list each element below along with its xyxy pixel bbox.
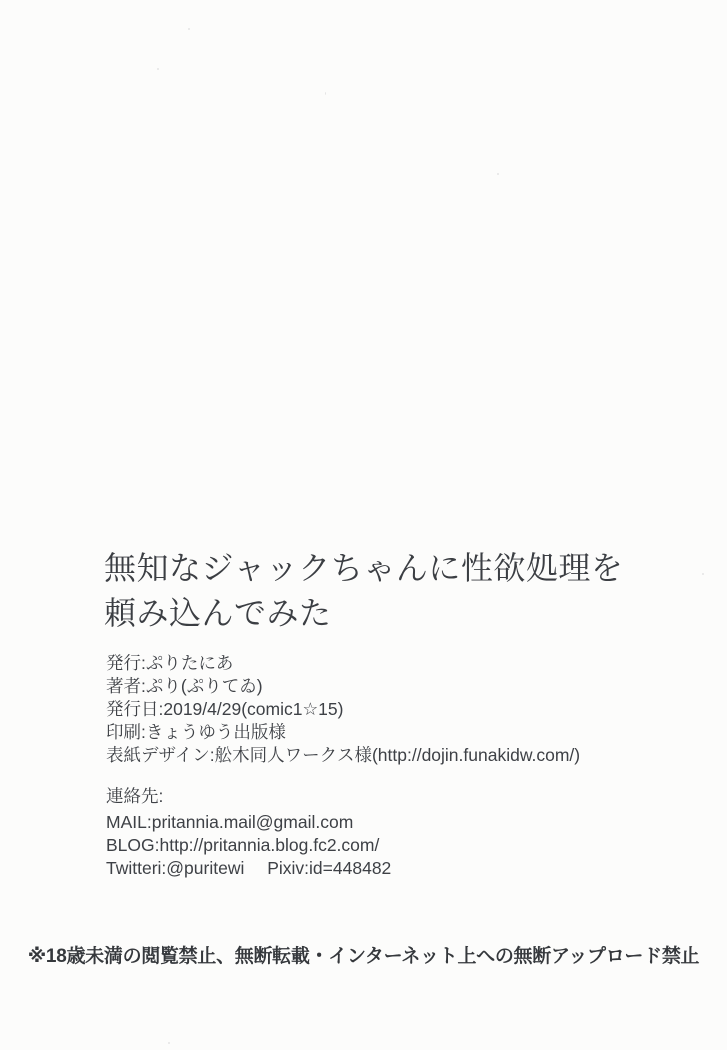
contact-block (106, 785, 391, 880)
scan-speck (325, 92, 326, 95)
credit-publisher: 発行:ぷりたにあ (106, 653, 234, 673)
scan-speck (157, 68, 159, 70)
credit-author: 著者:ぷり(ぷりてゐ) (106, 676, 263, 696)
book-title-line2: 頼み込んでみた (104, 595, 332, 631)
contact-mail: MAIL:pritannia.mail@gmail.com (106, 812, 354, 832)
book-title (104, 546, 623, 636)
contact-pixiv: Pixiv:id=448482 (267, 858, 392, 878)
scan-speck (188, 28, 190, 30)
contact-blog: BLOG:http://pritannia.blog.fc2.com/ (106, 835, 380, 855)
credit-publication-date: 発行日:2019/4/29(comic1☆15) (106, 699, 344, 719)
scan-speck (168, 1042, 170, 1044)
contact-twitter: Twitteri:@puritewi (106, 858, 245, 878)
contact-heading: 連絡先: (106, 786, 164, 806)
credits-block (106, 652, 580, 767)
age-restriction-warning: ※18歳未満の閲覧禁止、無断転載・インターネット上への無断アップロード禁止 (27, 946, 700, 967)
credit-printing: 印刷:きょうゆう出版様 (106, 722, 286, 742)
contact-sns-line (106, 857, 391, 880)
scan-speck (702, 573, 704, 575)
credit-cover-design: 表紙デザイン:舩木同人ワークス様(http://dojin.funakidw.com/) (106, 745, 581, 765)
scan-speck (497, 173, 499, 175)
book-title-line1: 無知なジャックちゃんに性欲処理を (104, 550, 624, 586)
